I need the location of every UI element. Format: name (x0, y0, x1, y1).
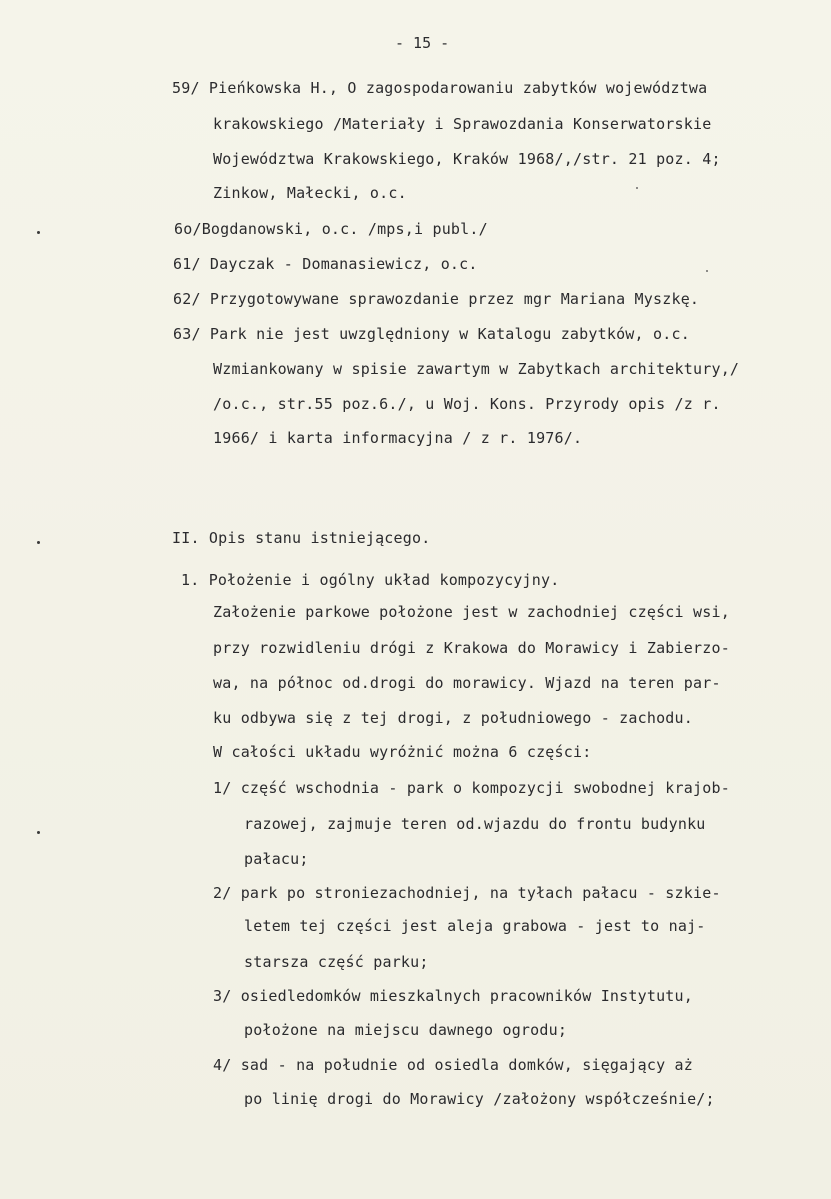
footnote-59-line-1: 59/ Pieńkowska H., O zagospodarowaniu zabytków województwa (172, 79, 708, 97)
list-item-3-line-2: położone na miejscu dawnego ogrodu; (244, 1021, 568, 1039)
footnote-62: 62/ Przygotowywane sprawozdanie przez mgr Mariana Myszkę. (173, 290, 700, 308)
list-item-4-line-1: 4/ sad - na południe od osiedla domków, sięgający aż (213, 1056, 693, 1074)
margin-mark (37, 831, 40, 834)
footnote-60: 6o/Bogdanowski, o.c. /mps,i publ./ (174, 220, 488, 238)
paragraph-line-5: W całości układu wyróżnić można 6 części: (213, 743, 592, 761)
list-item-2-line-1: 2/ park po stroniezachodniej, na tyłach pałacu - szkie- (213, 884, 721, 902)
footnote-63-line-4: 1966/ i karta informacyjna / z r. 1976/. (213, 429, 583, 447)
footnote-59-line-4: Zinkow, Małecki, o.c. (213, 184, 407, 202)
margin-mark (37, 231, 40, 234)
paper-speck (636, 187, 638, 189)
list-item-3-line-1: 3/ osiedledomków mieszkalnych pracowników Instytutu, (213, 987, 693, 1005)
footnote-59-line-3: Województwa Krakowskiego, Kraków 1968/,/str. 21 poz. 4; (213, 150, 721, 168)
footnote-61: 61/ Dayczak - Domanasiewicz, o.c. (173, 255, 478, 273)
list-item-1-line-1: 1/ część wschodnia - park o kompozycji swobodnej krajob- (213, 779, 730, 797)
paragraph-line-2: przy rozwidleniu drógi z Krakowa do Morawicy i Zabierzo- (213, 639, 730, 657)
section-heading: II. Opis stanu istniejącego. (172, 529, 431, 547)
paragraph-line-4: ku odbywa się z tej drogi, z południowego - zachodu. (213, 709, 693, 727)
footnote-63-line-3: /o.c., str.55 poz.6./, u Woj. Kons. Przyrody opis /z r. (213, 395, 721, 413)
list-item-2-line-2: letem tej części jest aleja grabowa - jest to naj- (244, 917, 706, 935)
subsection-heading: 1. Położenie i ogólny układ kompozycyjny. (181, 571, 560, 589)
footnote-63-line-2: Wzmiankowany w spisie zawartym w Zabytkach architektury,/ (213, 360, 740, 378)
page-number: - 15 - (395, 34, 450, 52)
list-item-2-line-3: starsza część parku; (244, 953, 429, 971)
paragraph-line-1: Założenie parkowe położone jest w zachodniej części wsi, (213, 603, 730, 621)
paragraph-line-3: wa, na północ od.drogi do morawicy. Wjazd na teren par- (213, 674, 721, 692)
list-item-4-line-2: po linię drogi do Morawicy /założony współcześnie/; (244, 1090, 715, 1108)
list-item-1-line-3: pałacu; (244, 850, 309, 868)
paper-speck (706, 270, 708, 272)
list-item-1-line-2: razowej, zajmuje teren od.wjazdu do frontu budynku (244, 815, 706, 833)
margin-mark (37, 541, 40, 544)
footnote-59-line-2: krakowskiego /Materiały i Sprawozdania Konserwatorskie (213, 115, 712, 133)
footnote-63-line-1: 63/ Park nie jest uwzględniony w Katalogu zabytków, o.c. (173, 325, 690, 343)
